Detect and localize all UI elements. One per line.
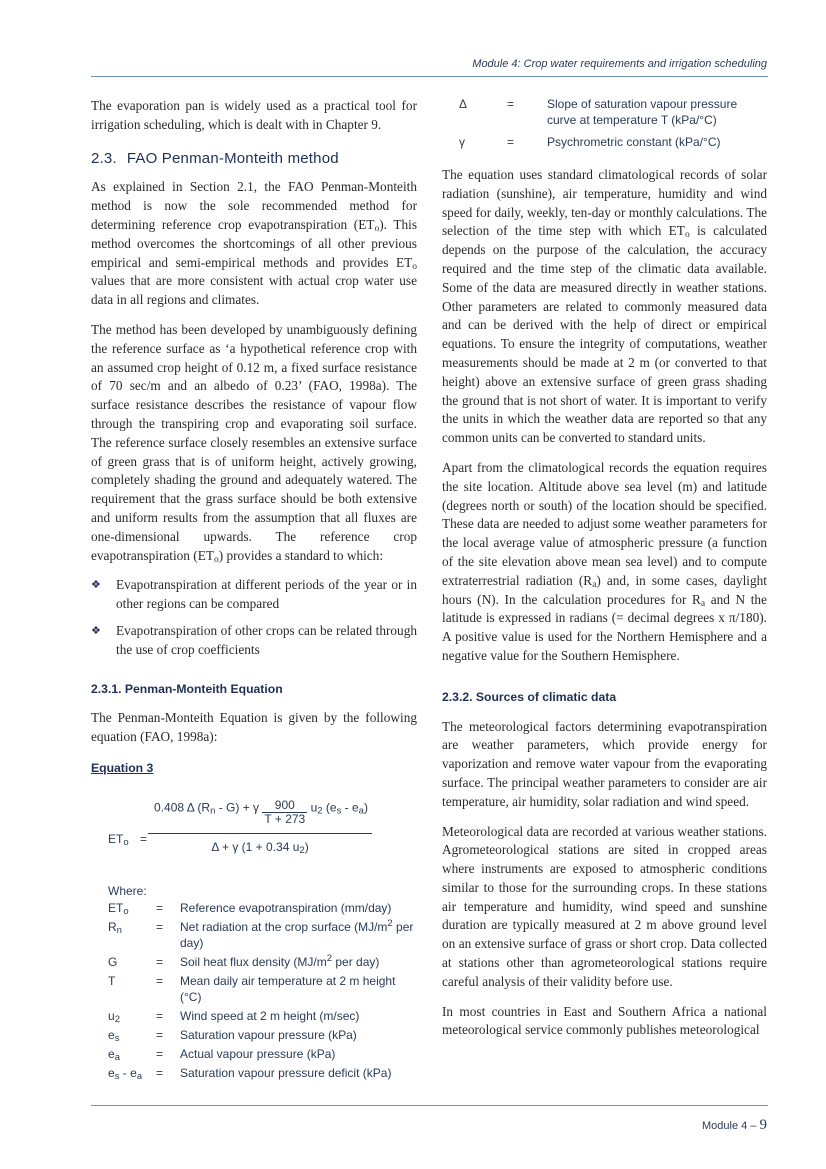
definition-text: Wind speed at 2 m height (m/sec) bbox=[180, 1008, 360, 1023]
definition-row bbox=[91, 919, 417, 951]
definition-symbol: T bbox=[108, 973, 116, 988]
definition-row: γ = Psychrometric constant (kPa/°C) bbox=[459, 135, 721, 149]
definition-text: Actual vapour pressure (kPa) bbox=[180, 1046, 336, 1061]
definition-row bbox=[91, 973, 417, 1005]
definition-row bbox=[91, 954, 417, 970]
list-item: ❖ Evapotranspiration of other crops can be related through the use of crop coefficients bbox=[91, 622, 417, 657]
definition-text: Reference evapotranspiration (mm/day) bbox=[180, 900, 392, 915]
list-item: ❖ Evapotranspiration at different periods of the year or in other regions can be compared bbox=[91, 577, 417, 612]
paragraph-national-service: In most countries in East and Southern Africa a national meteorological service commonly publishes meteorological bbox=[442, 1003, 767, 1038]
paragraph-weather-stations: Meteorological data are recorded at various weather stations. Agrometeorological stations are sited in cropped areas where instruments are exposed to atmospheric conditions similar to those for the surrounding crops. In these stations air temperature and humidity, wind speed and sunshine duration are typically measured at 2 m above ground level on an extensive surface of grass or short crop. Data collected at stations other than agrometeorological stations require careful analysis of their validity before use. bbox=[442, 823, 767, 989]
definition-row bbox=[91, 900, 417, 916]
variable-definitions bbox=[91, 900, 417, 1081]
definition-symbol: $R_n$ bbox=[108, 919, 122, 936]
bullet-list bbox=[91, 576, 417, 659]
variable-definitions-continued bbox=[442, 96, 767, 150]
section-heading bbox=[91, 150, 417, 169]
right-column bbox=[442, 96, 767, 1040]
definition-symbol: $ET_o$ bbox=[108, 900, 129, 917]
definition-text: Soil heat flux density ($MJ/m^2$ per day) bbox=[180, 952, 380, 969]
left-column bbox=[91, 97, 417, 1084]
definition-text: Mean daily air temperature at 2 m height (°C) bbox=[180, 973, 396, 1004]
definition-equals: = bbox=[156, 1046, 164, 1061]
diamond-bullet-icon: ❖ bbox=[91, 579, 101, 592]
page-number: 9 bbox=[759, 1117, 767, 1133]
definition-symbol: $e_s - e_a$ bbox=[108, 1065, 143, 1082]
formula-inner-fraction: $\frac{900}{T + 273}$ bbox=[264, 797, 306, 826]
footer-module: Module 4 – bbox=[702, 1120, 757, 1132]
paragraph-climatological-records: The equation uses standard climatological records of solar radiation (sunshine), air temperature, humidity and wind speed for daily, weekly, ten-day or monthly calculations. The selection of the time step with which $ET_o$ is calculated depends on the purpose of the calculation, the accuracy required and the time step of the climatic data available. Some of the data are measured directly in weather stations. Other parameters are related to commonly measured data and can be derived with the help of direct or empirical equations. To ensure the integrity of computations, weather measurements should be made at 2 m (or converted to that height) above an extensive surface of green grass shading the ground that is not short of water. It is important to verify the units in which the weather data are reported so that any common units can be converted to standard units. bbox=[442, 167, 767, 446]
definition-equals: = bbox=[156, 1065, 164, 1080]
definition-equals: = bbox=[156, 1027, 164, 1042]
subsection-heading-climatic-data: 2.3.2. Sources of climatic data bbox=[442, 689, 617, 704]
running-header: Module 4: Crop water requirements and irrigation scheduling bbox=[472, 58, 767, 70]
paragraph-method-intro: As explained in Section 2.1, the FAO Penman-Monteith method is now the sole recommended method for determining reference crop evapotranspiration $(ET_o)$. This method overcomes the shortcomings of all other previous empirical and semi-empirical methods and provides $ET_o$ values that are more consistent with actual crop water use data in all regions and climates. bbox=[91, 179, 417, 308]
definition-text: Saturation vapour pressure deficit (kPa) bbox=[180, 1065, 392, 1080]
header-rule bbox=[91, 76, 768, 77]
definition-symbol: G bbox=[108, 954, 118, 969]
penman-monteith-formula bbox=[91, 795, 417, 865]
definition-symbol: $u_2$ bbox=[108, 1008, 120, 1025]
formula-lhs: $ET_o$ = bbox=[108, 831, 147, 848]
formula-denominator: Δ + γ (1 + 0.34 $u_2$) bbox=[211, 839, 309, 856]
subsection-heading: 2.3.1. Penman-Monteith Equation bbox=[91, 681, 283, 696]
paragraph-reference-surface: The method has been developed by unambiguously defining the reference surface as ‘a hypothetical reference crop with an assumed crop height of 0.12 m, a fixed surface resistance of 70 sec/m and an albedo of 0.23’ (FAO, 1998a). The surface resistance describes the resistance of vapour flow through the transpiring crop and evaporating soil surface. The reference surface closely resembles an extensive surface of green grass that is of uniform height, actively growing, completely shading the ground and adequately watered. The requirement that the grass surface should be both extensive and uniform results from the assumption that all fluxes are one-dimensional upwards. The reference crop evapotranspiration $(ET_o)$ provides a standard to which: bbox=[91, 321, 417, 565]
formula-fraction-bar bbox=[148, 833, 372, 834]
diamond-bullet-icon: ❖ bbox=[91, 624, 101, 637]
footer-rule bbox=[91, 1105, 768, 1106]
definition-equals: = bbox=[156, 919, 164, 934]
definition-text: Net radiation at the crop surface ($MJ/m^2$ per day) bbox=[180, 917, 414, 950]
section-title: FAO Penman-Monteith method bbox=[126, 149, 339, 167]
definition-row: Δ = Slope of saturation vapour pressure curve at temperature T (kPa/°C) bbox=[459, 97, 738, 127]
definition-text: Saturation vapour pressure (kPa) bbox=[180, 1027, 357, 1042]
equation-label: Equation 3 bbox=[91, 760, 154, 775]
paragraph-site-location: Apart from the climatological records the equation requires the site location. Altitude above sea level (m) and latitude (degrees north or south) of the location should be specified. These data are needed to adjust some weather parameters for the local average value of atmospheric pressure (a function of the site elevation above mean sea level) and to compute extraterrestrial radiation $(R_a)$ and, in some cases, daylight hours (N). In the calculation procedures for $R_a$ and N the latitude is expressed in radians (= decimal degrees x π/180). A positive value is used for the Northern Hemisphere and a negative value for the Southern Hemisphere. bbox=[442, 459, 767, 663]
formula-numerator: 0.408 Δ $(R_n - G) + \gamma$ $\frac{900}{T + 273}$ $u_2$ $(e_s - e_a)$ bbox=[154, 797, 368, 826]
paragraph-equation-intro: The Penman-Monteith Equation is given by the following equation (FAO, 1998a): bbox=[91, 710, 417, 745]
definition-equals: = bbox=[156, 900, 164, 915]
intro-paragraph: The evaporation pan is widely used as a practical tool for irrigation scheduling, which is dealt with in Chapter 9. bbox=[91, 98, 417, 132]
definition-row bbox=[91, 1027, 417, 1043]
definition-symbol: $e_a$ bbox=[108, 1046, 120, 1063]
where-label: Where: bbox=[108, 883, 147, 898]
definition-row bbox=[91, 1046, 417, 1062]
definition-row bbox=[91, 1008, 417, 1024]
page-footer bbox=[702, 1117, 767, 1134]
definition-equals: = bbox=[156, 1008, 164, 1023]
definition-row bbox=[91, 1065, 417, 1081]
section-number: 2.3. bbox=[91, 149, 117, 167]
definition-equals: = bbox=[156, 973, 164, 988]
definition-symbol: $e_s$ bbox=[108, 1027, 120, 1044]
definition-equals: = bbox=[156, 954, 164, 969]
paragraph-meteorological-factors: The meteorological factors determining evapotranspiration are weather parameters, which provide energy for vaporization and remove water vapour from the evaporating surface. The principal weather parameters to consider are air temperature, air humidity, solar radiation and wind speed. bbox=[442, 718, 767, 809]
